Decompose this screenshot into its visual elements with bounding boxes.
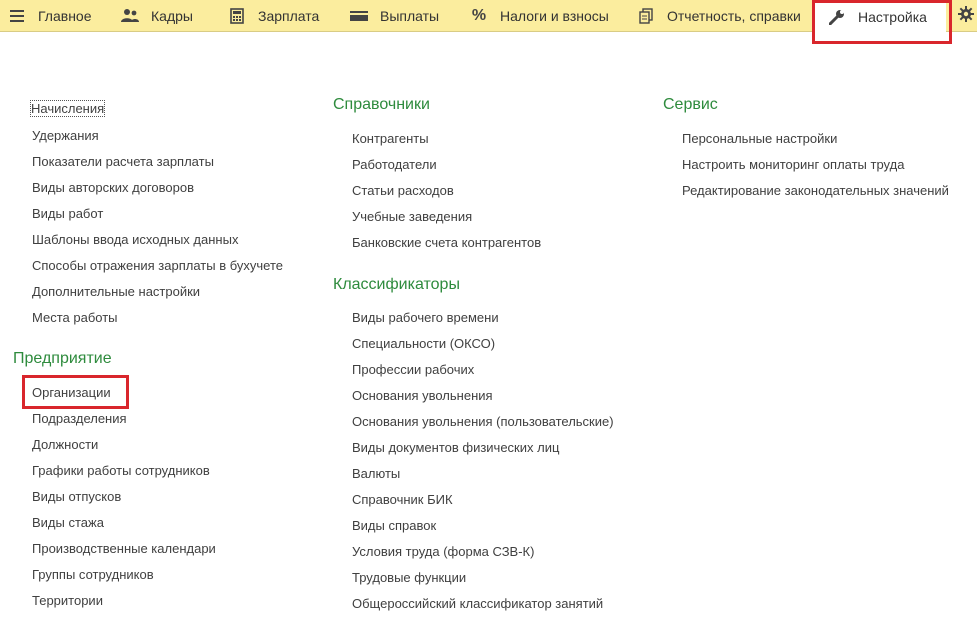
link-salary-monitoring[interactable]: Настроить мониторинг оплаты труда [682,157,905,172]
gear-icon [958,6,974,25]
link-legislative-values[interactable]: Редактирование законодательных значений [682,183,949,198]
link-departments[interactable]: Подразделения [32,411,127,426]
menu-item-reports[interactable] [637,0,801,31]
hamburger-icon [8,7,26,25]
link-positions[interactable]: Должности [32,437,99,452]
link-certificate-types[interactable]: Виды справок [352,518,437,533]
link-vacation-types[interactable]: Виды отпусков [32,489,122,504]
menu-item-settings[interactable] [815,0,946,34]
link-salary-indicators[interactable]: Показатели расчета зарплаты [32,154,214,169]
menu-item-taxes[interactable] [470,0,609,31]
link-expense-items[interactable]: Статьи расходов [352,183,454,198]
section-title-enterprise: Предприятие [13,350,112,367]
section-title-service: Сервис [663,96,718,113]
link-territories[interactable]: Территории [32,593,103,608]
documents-icon [637,7,655,25]
link-author-contracts[interactable]: Виды авторских договоров [32,180,195,195]
link-dismissal-reasons-custom[interactable]: Основания увольнения (пользовательские) [352,414,614,429]
menu-item-label: Налоги и взносы [500,7,609,24]
link-dismissal-reasons[interactable]: Основания увольнения [352,388,493,403]
section-title-directories: Справочники [333,96,430,113]
menu-item-salary[interactable] [228,0,319,31]
link-educational-institutions[interactable]: Учебные заведения [352,209,473,224]
link-worker-professions[interactable]: Профессии рабочих [352,362,475,377]
link-bik-directory[interactable]: Справочник БИК [352,492,453,507]
link-additional-settings[interactable]: Дополнительные настройки [32,284,201,299]
wrench-icon [828,8,846,26]
section-title-classifiers: Классификаторы [333,276,460,293]
link-counterparties[interactable]: Контрагенты [352,131,429,146]
menu-item-label: Выплаты [380,7,440,24]
link-currencies[interactable]: Валюты [352,466,401,481]
main-menu-bar [0,0,977,32]
menu-item-label: Отчетность, справки [667,7,801,24]
link-specialties-okso[interactable]: Специальности (ОКСО) [352,336,496,351]
link-labor-functions[interactable]: Трудовые функции [352,570,467,585]
link-production-calendars[interactable]: Производственные календари [32,541,216,556]
link-working-conditions[interactable]: Условия труда (форма СЗВ-К) [352,544,535,559]
link-work-schedules[interactable]: Графики работы сотрудников [32,463,210,478]
link-seniority-types[interactable]: Виды стажа [32,515,104,530]
menu-item-payments[interactable] [350,0,439,31]
link-accruals[interactable]: Начисления [31,101,105,116]
menu-item-personnel[interactable] [121,0,193,31]
link-occupation-classifier[interactable]: Общероссийский классификатор занятий [352,596,604,611]
link-organizations[interactable]: Организации [32,385,111,400]
menu-item-label: Зарплата [258,7,320,24]
link-identity-document-types[interactable]: Виды документов физических лиц [352,440,560,455]
wallet-icon [350,7,368,25]
calculator-icon [228,7,246,25]
link-workplaces[interactable]: Места работы [32,310,118,325]
link-working-time-types[interactable]: Виды рабочего времени [352,310,499,325]
link-counterparty-bank-accounts[interactable]: Банковские счета контрагентов [352,235,542,250]
percent-icon: % [471,6,487,24]
link-personal-settings[interactable]: Персональные настройки [682,131,838,146]
menu-item-label: Главное [38,7,92,24]
settings-button[interactable] [956,0,976,31]
link-input-templates[interactable]: Шаблоны ввода исходных данных [32,232,239,247]
link-salary-accounting[interactable]: Способы отражения зарплаты в бухучете [32,258,283,273]
link-employers[interactable]: Работодатели [352,157,437,172]
link-deductions[interactable]: Удержания [32,128,99,143]
menu-item-main[interactable] [8,0,92,31]
link-employee-groups[interactable]: Группы сотрудников [32,567,154,582]
people-icon [121,7,139,25]
link-work-types[interactable]: Виды работ [32,206,104,221]
menu-item-label: Кадры [151,7,193,24]
menu-item-label: Настройка [858,9,927,25]
